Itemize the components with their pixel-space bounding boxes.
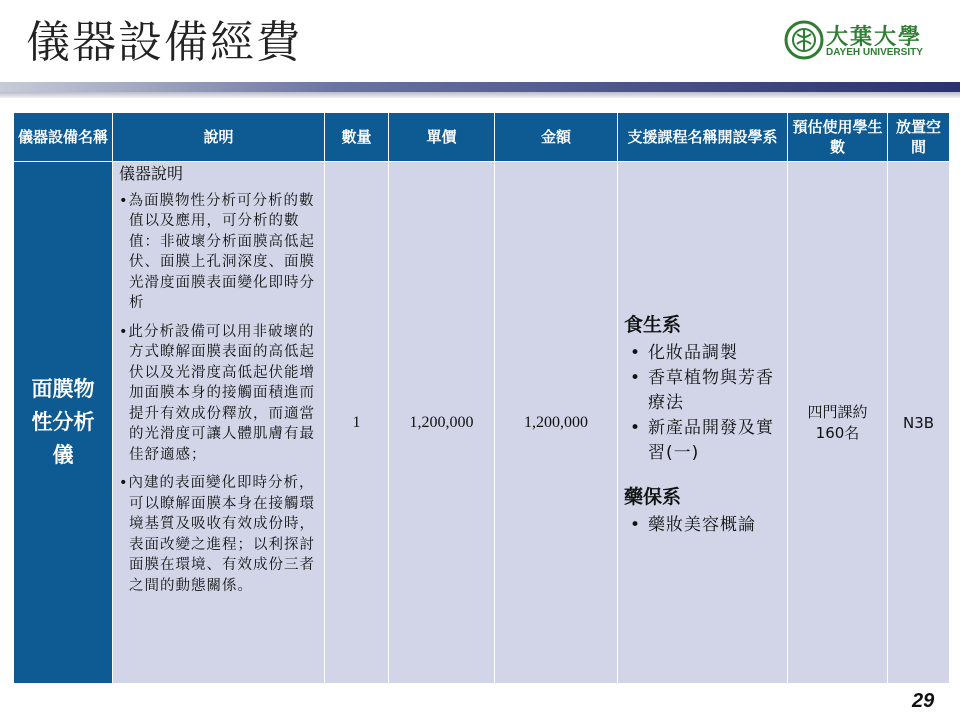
- header-unit-price: 單價: [389, 113, 495, 162]
- equipment-table: [13, 112, 950, 684]
- header-room: 放置空間: [888, 113, 950, 162]
- header-band: [0, 80, 960, 100]
- bullet-icon: •: [630, 342, 642, 363]
- table-header-row: [14, 113, 950, 162]
- description-item: •為面膜物性分析可分析的數值以及應用，可分析的數值：非破壞分析面膜高低起伏、面膜上孔洞深度、面膜光滑度面膜表面變化即時分析: [119, 192, 315, 311]
- course-name: 香草植物與芳香療法: [648, 367, 774, 413]
- equipment-name-cell: [14, 162, 113, 684]
- courses-cell: [618, 162, 788, 684]
- header-quantity: 數量: [325, 113, 389, 162]
- description-item: •內建的表面變化即時分析，可以瞭解面膜本身在接觸環境基質及吸收有效成份時，表面改變之進程；以利探討面膜在環境、有效成份三者之間的動態關係。: [119, 475, 315, 594]
- page-number: 29: [912, 690, 935, 712]
- department-name: 藥保系: [624, 485, 682, 508]
- course-name: 藥妝美容概論: [648, 514, 756, 535]
- header-equipment-name: 儀器設備名稱: [14, 113, 113, 162]
- description-heading: 儀器說明: [119, 164, 184, 183]
- slide-title: 儀器設備經費: [26, 17, 302, 68]
- room-cell: N3B: [888, 162, 950, 684]
- students-text: 四門課約160名: [807, 402, 868, 442]
- course-item: [624, 416, 787, 466]
- logo-chinese-name: 大葉大學: [826, 24, 923, 50]
- unit-price-cell: 1,200,000: [389, 162, 495, 684]
- header-amount: 金額: [495, 113, 618, 162]
- students-cell: [788, 162, 888, 684]
- bullet-icon: •: [630, 417, 642, 438]
- table-row: [14, 162, 950, 684]
- bullet-icon: •: [630, 367, 642, 388]
- description-item: •此分析設備可以用非破壞的方式瞭解面膜表面的高低起伏以及光滑度高低起伏能增加面膜本身的接觸面積進而提升有效成份釋放，而適當的光滑度可讓人體肌膚有最佳舒適感；: [119, 323, 315, 463]
- course-item: [624, 366, 787, 416]
- university-logo: [784, 20, 944, 64]
- equipment-name: 面膜物性分析儀: [31, 377, 95, 467]
- header-band-bar: [0, 82, 960, 92]
- course-item: [624, 341, 787, 366]
- university-seal-icon: [784, 20, 824, 60]
- course-name: 新產品開發及實習(一): [648, 417, 774, 463]
- course-name: 化妝品調製: [648, 342, 738, 363]
- header-courses: 支援課程名稱開設學系: [618, 113, 788, 162]
- bullet-icon: •: [630, 514, 642, 535]
- description-cell: [113, 162, 325, 684]
- department-name: 食生系: [624, 313, 682, 336]
- quantity-cell: 1: [325, 162, 389, 684]
- course-item: [624, 513, 787, 538]
- header-description: 說明: [113, 113, 325, 162]
- header-band-shadow: [0, 92, 960, 98]
- amount-cell: 1,200,000: [495, 162, 618, 684]
- header-students: 預估使用學生數: [788, 113, 888, 162]
- logo-english-name: DAYEH UNIVERSITY: [826, 47, 923, 58]
